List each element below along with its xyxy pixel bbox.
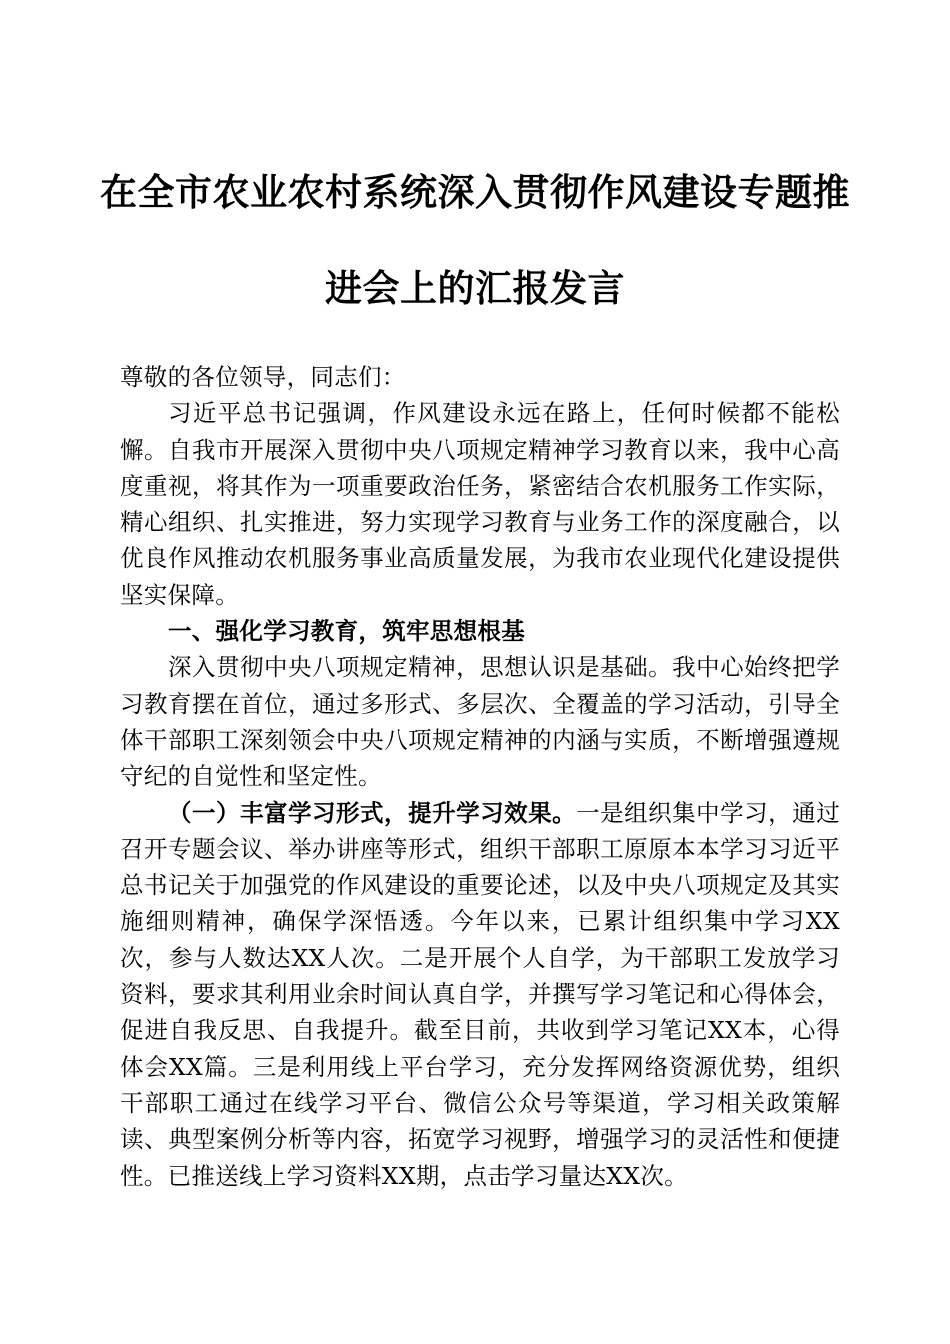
section-1-heading: 一、强化学习教育，筑牢思想根基 bbox=[168, 617, 525, 646]
salutation: 尊敬的各位领导，同志们： bbox=[120, 363, 406, 391]
document-body bbox=[120, 359, 840, 1194]
intro-paragraph: 习近平总书记强调，作风建设永远在路上，任何时候都不能松懈。自我市开展深入贯彻中央八项规定精神学习教育以来，我中心高度重视，将其作为一项重要政治任务，紧密结合农机服务工作实际，精心组织、扎实推进，努力实现学习教育与业务工作的深度融合，以优良作风推动农机服务事业高质量发展，为我市农业现代化建设提供坚实保障。 bbox=[120, 399, 840, 609]
subsection-1-heading: （一）丰富学习形式，提升学习效果。 bbox=[168, 798, 577, 827]
document-title-line-2: 进会上的汇报发言 bbox=[325, 266, 625, 310]
subsection-1-paragraph bbox=[120, 795, 840, 1194]
subsection-1-body: 一是组织集中学习，通过召开专题会议、举办讲座等形式，组织干部职工原原本本学习习近平总书记关于加强党的作风建设的重要论述，以及中央八项规定及其实施细则精神，确保学深悟透。今年以来，已累计组织集中学习XX次，参与人数达XX人次。二是开展个人自学，为干部职工发放学习资料，要求其利用业余时间认真自学，并撰写学习笔记和心得体会，促进自我反思、自我提升。截至目前，共收到学习笔记XX本，心得体会XX篇。三是利用线上平台学习，充分发挥网络资源优势，组织干部职工通过在线学习平台、微信公众号等渠道，学习相关政策解读、典型案例分析等内容，拓宽学习视野，增强学习的灵活性和便捷性。已推送线上学习资料XX期，点击学习量达XX次。 bbox=[120, 798, 840, 1190]
section-1-paragraph: 深入贯彻中央八项规定精神，思想认识是基础。我中心始终把学习教育摆在首位，通过多形式、多层次、全覆盖的学习活动，引导全体干部职工深刻领会中央八项规定精神的内涵与实质，不断增强遵规守纪的自觉性和坚定性。 bbox=[120, 653, 840, 791]
document-title-line-1: 在全市农业农村系统深入贯彻作风建设专题推 bbox=[100, 170, 850, 214]
